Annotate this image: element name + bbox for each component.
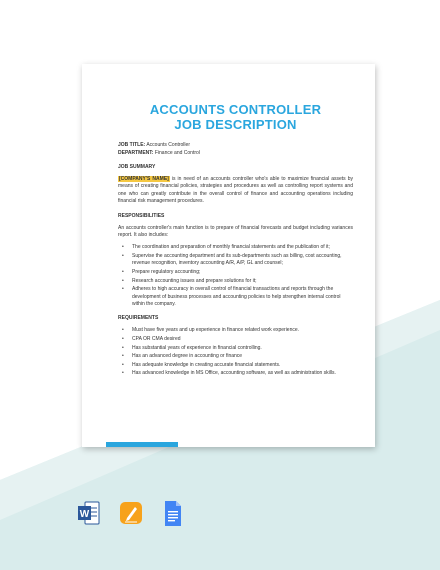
word-icon[interactable] [78,500,100,527]
document-page [82,64,375,447]
job-meta [118,142,353,157]
department-label: DEPARTMENT: [118,149,154,156]
svg-text:W: W [79,509,90,520]
list-item: • The coordination and preparation of monthly financial statements and the publication of it; [118,244,353,251]
job-title-label: JOB TITLE: [118,142,146,148]
company-name-placeholder: [COMPANY'S NAME] [119,176,169,182]
requirements-list [118,327,353,377]
responsibilities-heading: RESPONSIBILITIES [118,212,165,219]
summary-paragraph: [COMPANY'S NAME] is in need of an accounts controller who's able to maximize financial assets by means of creating financial policies, strategies and procedures as well as controlling report systems and one who can greatly contribute in the overall control of finance and accounting operations including financial risk management procedures. [118,176,353,205]
department-value: Finance and Control [153,149,200,156]
list-item: • Adheres to high accuracy in overall control of financial transactions and reports through the development of business processes and accounting policies to help strengthen internal control within the company. [118,286,353,308]
list-item: • Has substantial years of experience in financial controlling. [118,345,353,352]
list-item: • CPA OR CMA desired [118,336,353,343]
accent-bar [106,442,178,447]
job-title-value: Accounts Controller [145,142,190,148]
list-item: • Has an advanced degree in accounting or finance [118,353,353,360]
list-item: • Supervise the accounting department and its sub-departments such as billing, cost accounting, revenue recognition, inventory accounting A/R, A/P, GL and counsel; [118,253,353,268]
pages-icon[interactable] [120,500,142,527]
list-item: • Has advanced knowledge in MS Office, accounting software, as well as administration skills. [118,370,353,377]
list-item: • Has adequate knowledge in creating accurate financial statements. [118,362,353,369]
app-icons [78,500,184,527]
list-item: • Research accounting issues and prepare solutions for it; [118,278,353,285]
responsibilities-list [118,244,353,308]
responsibilities-intro: An accounts controller's main function is to prepare of financial forecasts and budget including variances report. It also includes: [118,224,353,239]
document-title: ACCOUNTS CONTROLLER JOB DESCRIPTION [149,102,322,132]
google-docs-icon[interactable] [162,500,184,527]
requirements-heading: REQUIREMENTS [118,315,159,322]
list-item: • Prepare regulatory accounting; [118,269,353,276]
summary-heading: JOB SUMMARY [118,164,156,170]
list-item: • Must have five years and up experience in finance related work experience. [118,327,353,334]
